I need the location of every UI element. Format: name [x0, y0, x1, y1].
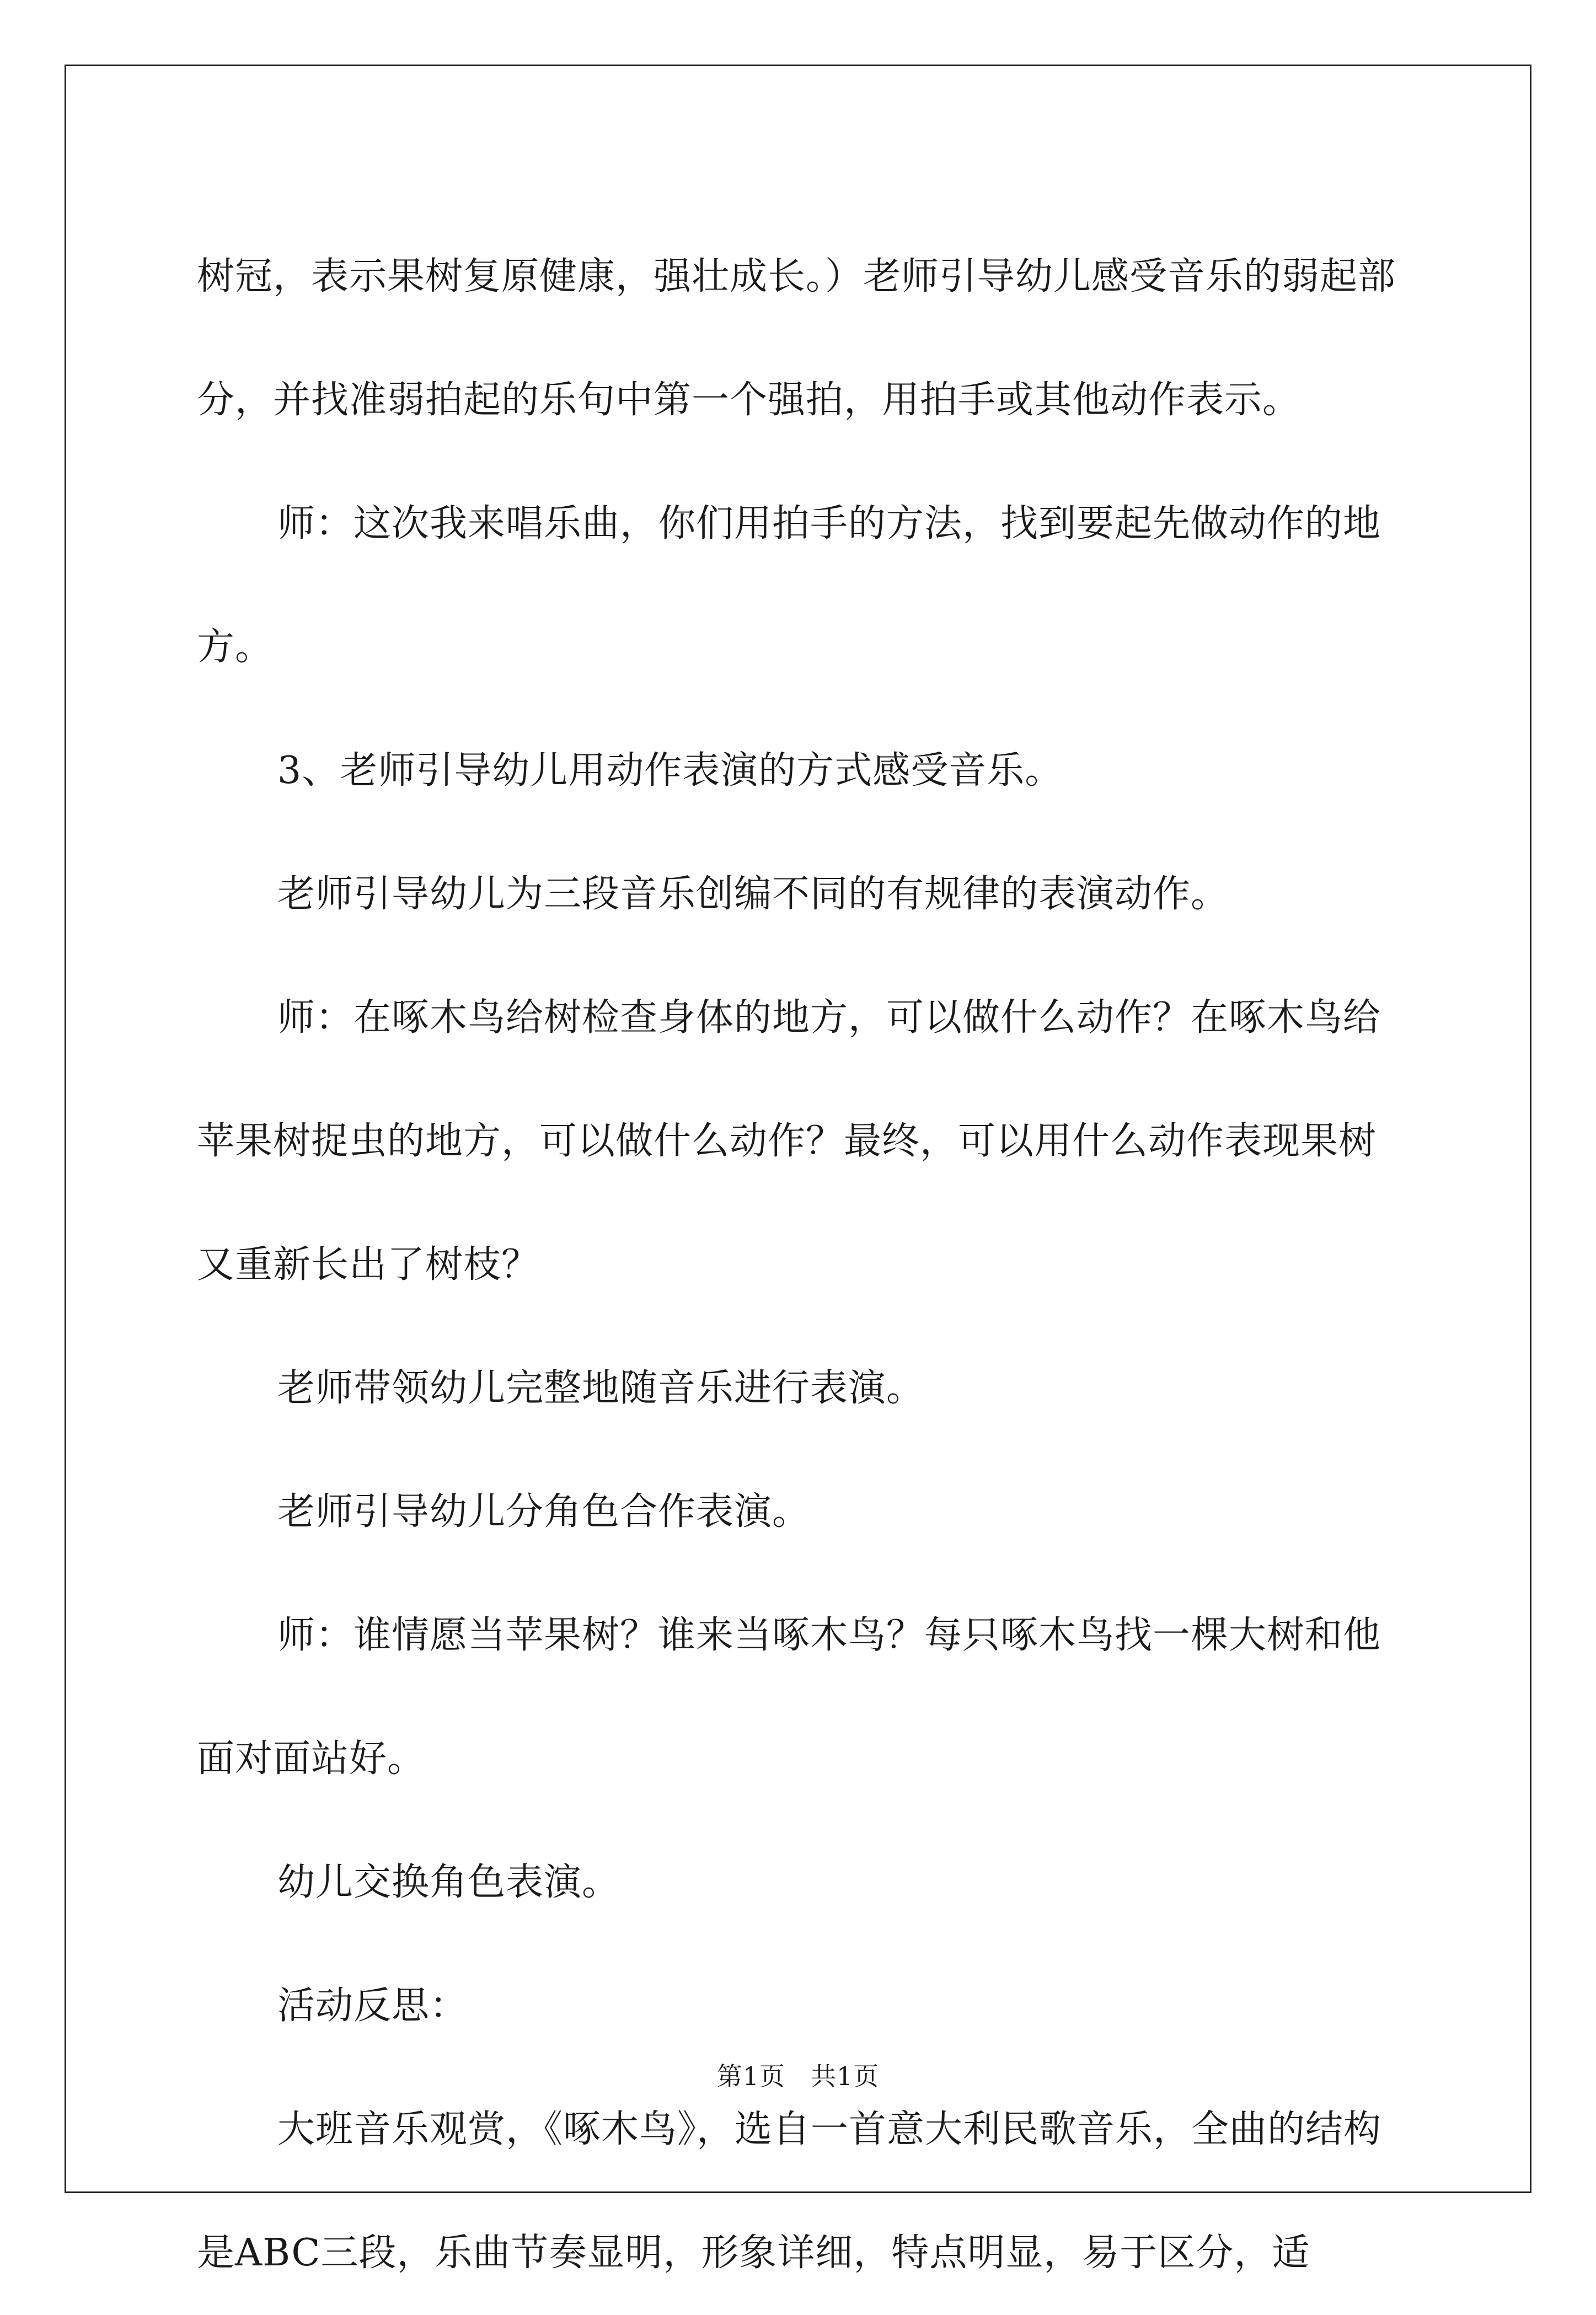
page-number: 第1页 [716, 2061, 785, 2091]
page-footer [0, 2060, 1596, 2093]
paragraph-6: 老师带领幼儿完整地随音乐进行表演。 [277, 1367, 925, 1410]
document-body [197, 215, 1410, 2315]
paragraph-8: 师：谁情愿当苹果树？谁来当啄木鸟？每只啄木鸟找一棵大树和他面对面站好。 [197, 1614, 1381, 1781]
paragraph-1: 树冠，表示果树复原健康，强壮成长。）老师引导幼儿感受音乐的弱起部分，并找准弱拍起的乐句中第一个强拍，用拍手或其他动作表示。 [197, 255, 1396, 422]
paragraph-7: 老师引导幼儿分角色合作表演。 [277, 1490, 811, 1534]
paragraph-4: 老师引导幼儿为三段音乐创编不同的有规律的表演动作。 [277, 872, 1229, 916]
paragraph-10: 活动反思： [277, 1984, 468, 2028]
page-total: 共1页 [811, 2061, 880, 2091]
paragraph-11: 大班音乐观赏，《啄木鸟》，选自一首意大利民歌音乐，全曲的结构是ABC三段，乐曲节奏显明，形象详细，特点明显，易于区分，适 [197, 2108, 1382, 2275]
paragraph-2: 师：这次我来唱乐曲，你们用拍手的方法，找到要起先做动作的地方。 [197, 502, 1381, 669]
paragraph-3: 3、老师引导幼儿用动作表演的方式感受音乐。 [277, 749, 1063, 792]
paragraph-9: 幼儿交换角色表演。 [277, 1861, 620, 1904]
paragraph-5: 师：在啄木鸟给树检查身体的地方，可以做什么动作？在啄木鸟给苹果树捉虫的地方，可以做什么动作？最终，可以用什么动作表现果树又重新长出了树枝？ [197, 996, 1381, 1287]
